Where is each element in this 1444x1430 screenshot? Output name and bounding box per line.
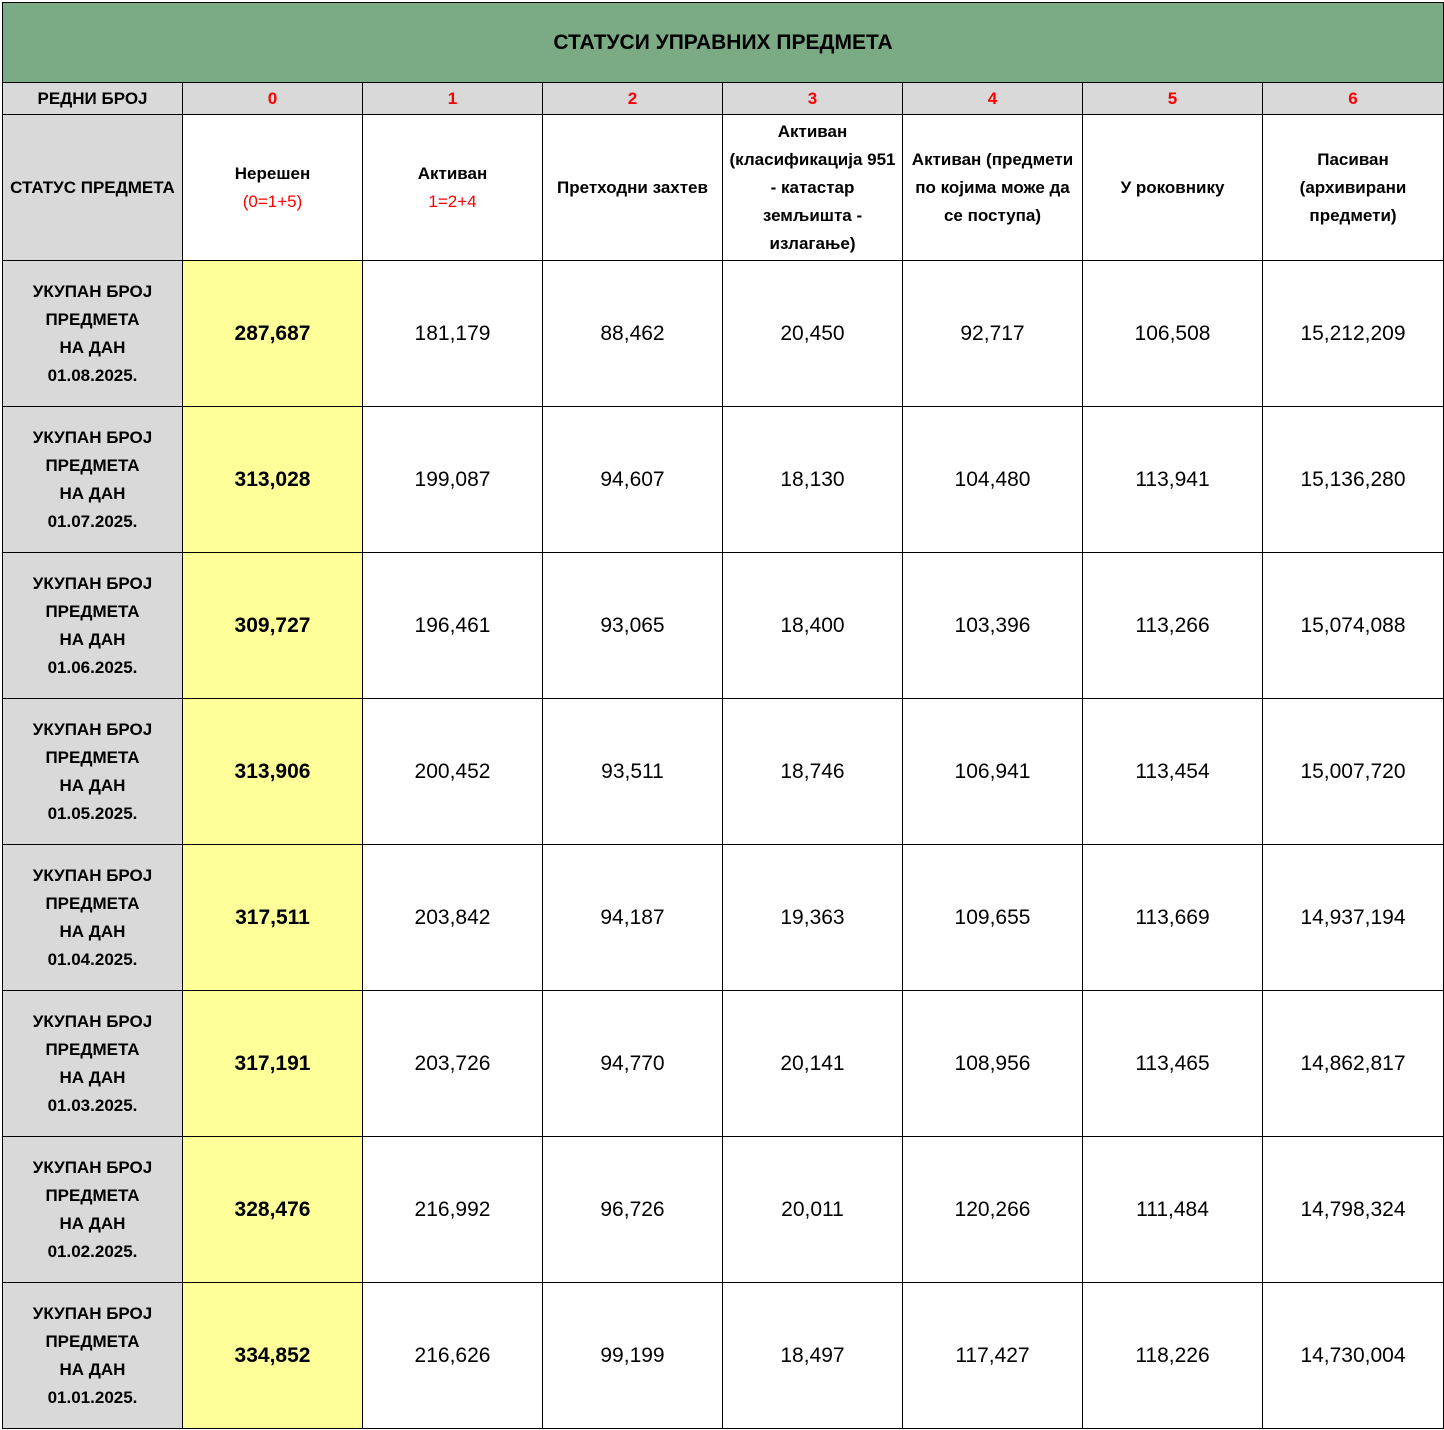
title-row [3, 3, 1444, 83]
row-label: УКУПАН БРОЈ ПРЕДМЕТА НА ДАН 01.01.2025. [3, 1283, 183, 1429]
column-header [543, 115, 723, 261]
table-cell: 113,266 [1083, 553, 1263, 699]
table-cell: 20,011 [723, 1137, 903, 1283]
table-cell: 15,007,720 [1263, 699, 1444, 845]
table-cell: 199,087 [363, 407, 543, 553]
unresolved-total-cell: 334,852 [183, 1283, 363, 1429]
table-cell: 88,462 [543, 261, 723, 407]
table-row [3, 553, 1444, 699]
unresolved-total-cell: 287,687 [183, 261, 363, 407]
table-cell: 200,452 [363, 699, 543, 845]
row-label: УКУПАН БРОЈ ПРЕДМЕТА НА ДАН 01.06.2025. [3, 553, 183, 699]
table-cell: 99,199 [543, 1283, 723, 1429]
table-row [3, 261, 1444, 407]
column-index: 4 [903, 83, 1083, 115]
table-cell: 203,726 [363, 991, 543, 1137]
table-cell: 15,136,280 [1263, 407, 1444, 553]
table-cell: 106,941 [903, 699, 1083, 845]
table-cell: 14,798,324 [1263, 1137, 1444, 1283]
row-label: УКУПАН БРОЈ ПРЕДМЕТА НА ДАН 01.05.2025. [3, 699, 183, 845]
table-cell: 113,669 [1083, 845, 1263, 991]
table-cell: 93,065 [543, 553, 723, 699]
table-cell: 19,363 [723, 845, 903, 991]
column-header [723, 115, 903, 261]
table-cell: 15,212,209 [1263, 261, 1444, 407]
column-header [1263, 115, 1444, 261]
index-row [3, 83, 1444, 115]
table-cell: 15,074,088 [1263, 553, 1444, 699]
table-row [3, 699, 1444, 845]
column-header [1083, 115, 1263, 261]
table-cell: 14,937,194 [1263, 845, 1444, 991]
unresolved-total-cell: 313,906 [183, 699, 363, 845]
column-header-name: Претходни захтев [557, 177, 708, 197]
header-row [3, 115, 1444, 261]
column-header-formula: 1=2+4 [428, 191, 477, 211]
column-header-name: Активан (класификација 951 - катастар земљишта - излагање) [729, 121, 896, 253]
row-label: УКУПАН БРОЈ ПРЕДМЕТА НА ДАН 01.08.2025. [3, 261, 183, 407]
column-index: 2 [543, 83, 723, 115]
row-label: УКУПАН БРОЈ ПРЕДМЕТА НА ДАН 01.04.2025. [3, 845, 183, 991]
table-row [3, 1283, 1444, 1429]
column-index: 1 [363, 83, 543, 115]
table-cell: 94,607 [543, 407, 723, 553]
column-header-name: Активан (предмети по којима може да се поступа) [911, 149, 1074, 225]
table-cell: 18,130 [723, 407, 903, 553]
table-cell: 196,461 [363, 553, 543, 699]
column-index: 0 [183, 83, 363, 115]
column-header-formula: (0=1+5) [242, 191, 303, 211]
table-cell: 216,626 [363, 1283, 543, 1429]
table-cell: 108,956 [903, 991, 1083, 1137]
column-index: 5 [1083, 83, 1263, 115]
table-cell: 118,226 [1083, 1283, 1263, 1429]
table-cell: 113,454 [1083, 699, 1263, 845]
statuses-table [2, 2, 1444, 1429]
table-cell: 104,480 [903, 407, 1083, 553]
index-row-label: РЕДНИ БРОЈ [3, 83, 183, 115]
column-header-name: У роковнику [1120, 177, 1225, 197]
table-cell: 120,266 [903, 1137, 1083, 1283]
table-row [3, 845, 1444, 991]
table-cell: 18,497 [723, 1283, 903, 1429]
table-cell: 109,655 [903, 845, 1083, 991]
unresolved-total-cell: 309,727 [183, 553, 363, 699]
table-cell: 96,726 [543, 1137, 723, 1283]
unresolved-total-cell: 317,191 [183, 991, 363, 1137]
column-header-name: Пасиван (архивирани предмети) [1299, 149, 1407, 225]
table-cell: 18,400 [723, 553, 903, 699]
column-header [183, 115, 363, 261]
table-cell: 103,396 [903, 553, 1083, 699]
column-header-name: Активан [417, 163, 488, 183]
column-header [363, 115, 543, 261]
table-row [3, 1137, 1444, 1283]
table-cell: 93,511 [543, 699, 723, 845]
row-label: УКУПАН БРОЈ ПРЕДМЕТА НА ДАН 01.02.2025. [3, 1137, 183, 1283]
table-cell: 14,730,004 [1263, 1283, 1444, 1429]
unresolved-total-cell: 313,028 [183, 407, 363, 553]
row-label: УКУПАН БРОЈ ПРЕДМЕТА НА ДАН 01.03.2025. [3, 991, 183, 1137]
table-row [3, 991, 1444, 1137]
table-cell: 113,941 [1083, 407, 1263, 553]
unresolved-total-cell: 328,476 [183, 1137, 363, 1283]
table-cell: 111,484 [1083, 1137, 1263, 1283]
table-cell: 113,465 [1083, 991, 1263, 1137]
column-header-name: Нерешен [234, 163, 311, 183]
table-cell: 203,842 [363, 845, 543, 991]
column-index: 3 [723, 83, 903, 115]
table-cell: 216,992 [363, 1137, 543, 1283]
row-label: УКУПАН БРОЈ ПРЕДМЕТА НА ДАН 01.07.2025. [3, 407, 183, 553]
table-row [3, 407, 1444, 553]
table-cell: 106,508 [1083, 261, 1263, 407]
table-cell: 20,450 [723, 261, 903, 407]
table-cell: 181,179 [363, 261, 543, 407]
unresolved-total-cell: 317,511 [183, 845, 363, 991]
column-index: 6 [1263, 83, 1444, 115]
status-header-label: СТАТУС ПРЕДМЕТА [3, 115, 183, 261]
table-title: СТАТУСИ УПРАВНИХ ПРЕДМЕТА [3, 3, 1444, 83]
table-cell: 14,862,817 [1263, 991, 1444, 1137]
table-cell: 117,427 [903, 1283, 1083, 1429]
table-cell: 18,746 [723, 699, 903, 845]
table-cell: 20,141 [723, 991, 903, 1137]
table-cell: 92,717 [903, 261, 1083, 407]
table-cell: 94,187 [543, 845, 723, 991]
table-cell: 94,770 [543, 991, 723, 1137]
column-header [903, 115, 1083, 261]
